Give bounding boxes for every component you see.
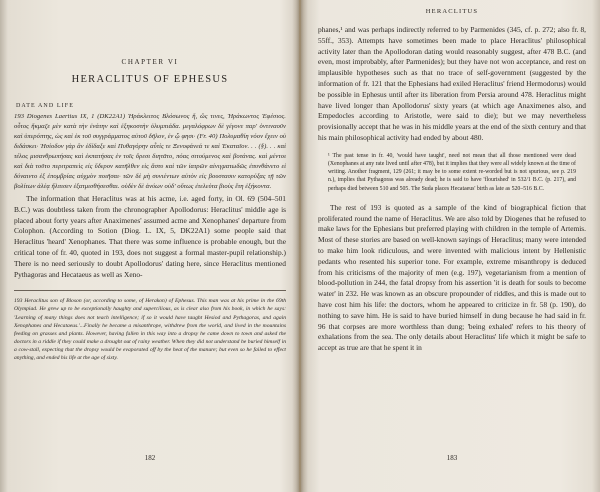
right-body-paragraph-1: phanes,¹ and was perhaps indirectly referred to by Parmenides (345, cf. p. 272; also fr. 8, 55ff., 353). Attempts have sometimes been made to place Heraclitus' philosophical activity later than the Apollodoran dating would reasonably suggest, after 478 B.C. (and even, most improbably, after Parmenides); but they have not won acceptance, and rest on implausible hypotheses such as that no trace of self-government (suggested by the information of fr. 121 that the Ephesians had exiled Heraclitus' friend Hermodorus) would be possible in Ephesus until after its liberation from Persia around 478. Heraclitus might have lived longer than Apollodorus' sixty years (at which age Anaximenes also, and Empedocles according to Aristotle, were said to die); but we may nevertheless provisionally accept that he was in his middle years at the end of the sixth century and that his main philosophical activity had ended by about 480. xyxy=(318,25,586,142)
right-body-paragraph-2: The rest of 193 is quoted as a sample of the kind of biographical fiction that proliferated round the name of Heraclitus. We are also told by Diogenes that he refused to make laws for the Ephesians but preferred playing with children in the temple of Artemis. Most of these stories are based on well-known sayings of Heraclitus; many were intended to make him look ridiculous, and were invented with malicious intent by Hellenistic pedants who resented his superior tone. For example, extreme misanthropy is deduced from his criticisms of the majority of men (e.g. 197), vegetarianism from a mention of blood-pollution in 244, the fatal dropsy from his assertion 'it is death for souls to become water' in 232. He was known as an obscure propounder of riddles, and this is made out to have cost him his life: the doctors, whom he appeared to criticize in fr. 58 (p. 190), do nothing to save him. He is said to have buried himself in dung because he had said in fr. 96 that corpses are more worthless than dung; 'being exhaled' refers to his theory of exhalations from the sea. The only details about Heraclitus' life which it might be safe to accept as true are that he spent it in xyxy=(318,202,586,353)
page-number-right: 183 xyxy=(446,454,458,462)
running-head: HERACLITUS xyxy=(425,8,479,15)
chapter-title: HERACLITUS OF EPHESUS xyxy=(71,74,229,85)
page-number-left: 182 xyxy=(144,454,156,462)
chapter-number: CHAPTER VI xyxy=(121,58,179,66)
section-heading: DATE AND LIFE xyxy=(16,103,74,109)
left-page xyxy=(14,0,286,492)
right-footnote: ¹ The past tense in fr. 40, 'would have taught', need not mean that all those mentioned were dead (Xenophanes at any rate lived until after 478), but it implies that they were all widely known at the time of writing. Another fragment, 129 (261; it may be to some extent re-worded but is not spurious, see p. 219 n.), implies that Pythagoras was already dead; he is said to have 'flourished' in 532/1 B.C. (p. 217), and perhaps died between 510 and 505. The Suda places Hecataeus' birth as late as 520–516 B.C. xyxy=(328,152,576,192)
greek-passage: 193 Diogenes Laertius IX, 1 (DK22A1) Ἡράκλειτος Βλόσωνος ἤ, ὥς τινες, Ἡράκωντος Ἐφέσιος. οὗτος ἤκμαζε μὲν κατὰ τὴν ἐνάτην καὶ ἑξηκοστὴν ὀλυμπιάδα. μεγαλόφρων δὲ γέγονε παρ' ὁντιναοῦν καὶ ὑπερόπτης, ὡς καὶ ἐκ τοῦ συγγράμματος αὐτοῦ δῆλον, ἐν ᾧ φησι· (Fr. 40) Πολυμαθίη νόον ἔχειν οὐ διδάσκει· Ἡσίοδον γὰρ ἂν ἐδίδαξε καὶ Πυθαγόρην αὖτίς τε Ξενοφάνεά τε καὶ Ἑκαταῖον. . . (§). . . καὶ τέλος μισανθρωπήσας καὶ ἐκπατήσας ἐν τοῖς ὄρεσι διητᾶτο, πόας σιτούμενος καὶ βοτάνας. καὶ μέντοι καὶ διὰ τοῦτο περιτραπεὶς εἰς ὕδερον κατῆλθεν εἰς ἄστυ καὶ τῶν ἰατρῶν αἰνιγματωδῶς ἐπυνθάνετο εἰ δύναιντο ἐξ ἐπομβρίας αὐχμὸν ποιῆσαι· τῶν δὲ μὴ συνιέντων αὑτὸν εἰς βουστασιν κατορύξας τῇ τῶν βολίτων ἀλέᾳ ἤλπισεν ἐξατμισθήσεσθαι. οὐδὲν δὲ ἀνύων οὐδ' οὕτως ἐτελεύτα βιοὺς ἔτη ἑξήκοντα. xyxy=(14,113,286,190)
left-body-paragraph: The information that Heraclitus was at his acme, i.e. aged forty, in Ol. 69 (504–501 B.C.) was doubtless taken from the chronographer Apollodorus: Heraclitus' middle age is placed about forty years after Anaximenes' assumed acme and Xenophanes' departure from Colophon. (According to Sotion (Diog. L. IX, 5, DK22A1) some people said that Heraclitus 'heard' Xenophanes. That there was some influence is probable enough, but the critical tone of fr. 40, quoted in 193, does not suggest a formal master-pupil relationship.) There is no need seriously to doubt Apollodorus' dating here, since Heraclitus mentioned Pythagoras and Hecataeus as well as Xeno- xyxy=(14,194,286,279)
footnote-divider xyxy=(14,290,286,291)
translation-footnote: 193 Heraclitus son of Bloson (or, according to some, of Herakon) of Ephesus. This man was at his prime in the 69th Olympiad. He grew up to be exceptionally haughty and supercilious, as is clear also from his book, in which he says: 'Learning of many things does not teach intelligence; if so it would have taught Hesiod and Pythagoras, and again Xenophanes and Hecataeus.'...Finally he became a misanthrope, withdrew from the world, and lived in the mountains feeding on grasses and plants. However, having fallen in this way into a dropsy he came down to town and asked the doctors in a riddle if they could make a drought out of rainy weather. When they did not understand he buried himself in a cow-stall, expecting that the dropsy would be evaporated off by the heat of the manure; but even so he failed to effect anything, and ended his life at the age of sixty. xyxy=(14,298,286,362)
right-page xyxy=(318,0,586,492)
book-gutter xyxy=(292,0,308,492)
